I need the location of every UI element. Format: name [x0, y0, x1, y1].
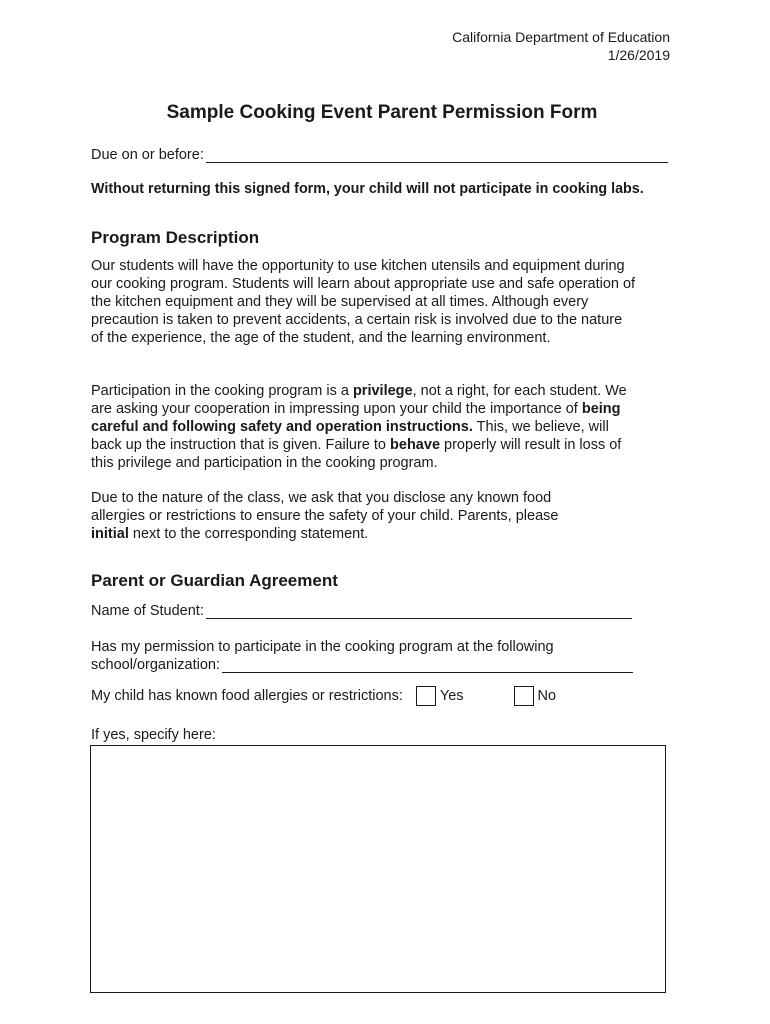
school-row — [91, 656, 633, 673]
due-date-label: Due on or before: — [91, 147, 204, 163]
program-paragraph-2: Participation in the cooking program is a privilege, not a right, for each student. We are asking your cooperation in impressing upon your child the importance of being careful and following safety and operation instructions. This, we believe, will back up the instruction that is given. Failure to behave properly will result in loss of this privilege and participation in the cooking program. — [91, 383, 627, 471]
due-date-field[interactable] — [206, 146, 668, 163]
initial-emphasis: initial — [91, 526, 129, 542]
no-checkbox[interactable] — [514, 686, 534, 706]
due-date-row — [91, 146, 668, 163]
school-field[interactable] — [222, 656, 633, 673]
document-header — [452, 28, 670, 64]
yes-label: Yes — [439, 688, 464, 704]
permission-text: Has my permission to participate in the cooking program at the following — [91, 639, 554, 655]
behave-emphasis: behave — [390, 437, 441, 453]
program-description-heading: Program Description — [91, 228, 260, 247]
agreement-heading: Parent or Guardian Agreement — [91, 571, 338, 590]
form-title: Sample Cooking Event Parent Permission Form — [166, 102, 598, 123]
warning-text: Without returning this signed form, your child will not participate in cooking labs. — [91, 181, 644, 197]
allergy-row — [91, 686, 556, 706]
no-label: No — [537, 688, 557, 704]
careful-emphasis: being careful and following safety and operation instructions. — [91, 401, 621, 435]
yes-checkbox[interactable] — [416, 686, 436, 706]
yes-option[interactable] — [416, 686, 464, 706]
school-label: school/organization: — [91, 657, 220, 673]
student-name-label: Name of Student: — [91, 603, 204, 619]
program-paragraph-1: Our students will have the opportunity to use kitchen utensils and equipment during our cooking program. Students will learn about appropriate use and safe operation of the kitchen equipment and they will be supervised at all times. Although every precaution is taken to prevent accidents, a certain risk is involved due to the nature of the experience, the age of the student, and the learning environment. — [91, 258, 636, 346]
department-name: California Department of Education — [452, 29, 670, 45]
specify-label: If yes, specify here: — [91, 727, 216, 743]
student-name-field[interactable] — [206, 602, 632, 619]
no-option[interactable] — [514, 686, 557, 706]
document-date: 1/26/2019 — [607, 47, 670, 63]
allergy-label: My child has known food allergies or restrictions: — [91, 688, 403, 704]
program-paragraph-3: Due to the nature of the class, we ask that you disclose any known food allergies or restrictions to ensure the safety of your child. Parents, please initial next to the corresponding statement. — [91, 490, 559, 542]
privilege-emphasis: privilege — [352, 383, 413, 399]
allergy-specify-box[interactable] — [90, 745, 666, 993]
student-name-row — [91, 602, 632, 619]
